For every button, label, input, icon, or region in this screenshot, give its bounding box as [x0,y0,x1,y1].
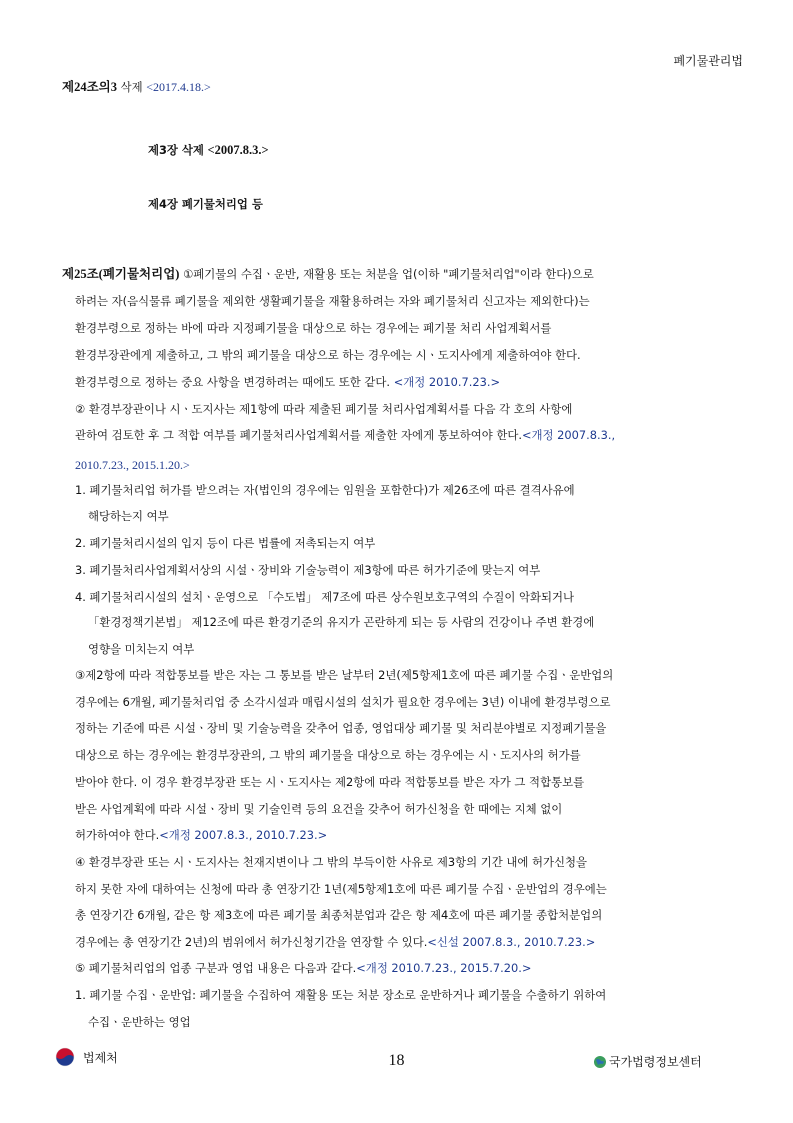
chapter-3-heading [148,143,269,157]
paragraph-1-line-2: 하려는 자(음식물류 폐기물을 제외한 생활폐기물을 재활용하려는 자와 폐기물처리 신고자는 제외한다)는 [75,294,590,308]
amendment-note: <개정 2010.7.23., 2015.7.20.> [356,961,532,975]
paragraph-4-text-end: 경우에는 총 연장기간 2년)의 범위에서 허가신청기간을 연장할 수 있다. [75,935,428,949]
globe-icon [593,1055,607,1069]
law-info-center-label: 국가법령정보센터 [609,1055,702,1069]
item-1-line-1: 1. 폐기물처리업 허가를 받으려는 자(법인의 경우에는 임원을 포함한다)가 제26조에 따른 결격사유에 [75,483,575,497]
paragraph-1-text: ①폐기물의 수집ㆍ운반, 재활용 또는 처분을 업(이하 "폐기물처리업"이라 한다)으로 [183,267,594,281]
paragraph-2-text: ② 환경부장관이나 시ㆍ도지사는 제1항에 따라 제출된 폐기물 처리사업계획서를 다음 각 호의 사항에 [75,402,573,416]
amendment-note: <개정 2007.8.3., 2010.7.23.> [159,828,328,842]
item-4-line-3: 영향을 미치는지 여부 [88,642,195,656]
paragraph-4-line-2: 하지 못한 자에 대하여는 신청에 따라 총 연장기간 1년(제5항제1호에 따른 폐기물 수집ㆍ운반업의 경우에는 [75,882,607,896]
paragraph-4-line-3: 총 연장기간 6개월, 같은 항 제3호에 따른 폐기물 최종처분업과 같은 항 제4호에 따른 폐기물 종합처분업의 [75,908,603,922]
amendment-note-continued [75,458,190,472]
paragraph-1-line-4: 환경부장관에게 제출하고, 그 밖의 폐기물을 대상으로 하는 경우에는 시ㆍ도지사에게 제출하여야 한다. [75,348,581,362]
paragraph-2-line-1 [75,402,745,416]
article-24-3 [62,80,211,94]
paragraph-3-line-4: 대상으로 하는 경우에는 환경부장관의, 그 밖의 폐기물을 대상으로 하는 경우에는 시ㆍ도지사의 허가를 [75,748,581,762]
paragraph-5-line-1 [75,961,531,975]
item-5-1-line-2: 수집ㆍ운반하는 영업 [88,1015,191,1029]
paragraph-1-line-3: 환경부령으로 정하는 바에 따라 지정폐기물을 대상으로 하는 경우에는 폐기물 처리 사업계획서를 [75,321,552,335]
chapter-4-heading: 제4장 폐기물처리업 등 [148,197,263,211]
amendment-date: <2017.4.18.> [146,80,211,94]
paragraph-5-text: ⑤ 폐기물처리업의 업종 구분과 영업 내용은 다음과 같다. [75,961,357,975]
item-3: 3. 폐기물처리사업계획서상의 시설ㆍ장비와 기술능력이 제3항에 따른 허가기준에 맞는지 여부 [75,563,541,577]
footer-right [593,1053,702,1070]
paragraph-3-text-end: 허가하여야 한다. [75,828,160,842]
page-number: 18 [388,1052,405,1069]
paragraph-3-line-1: ③제2항에 따라 적합통보를 받은 자는 그 통보를 받은 날부터 2년(제5항제1호에 따른 폐기물 수집ㆍ운반업의 [75,668,614,682]
item-5-1-line-1: 1. 폐기물 수집ㆍ운반업: 폐기물을 수집하여 재활용 또는 처분 장소로 운반하거나 폐기물을 수출하기 위하여 [75,988,607,1002]
item-1-line-2: 해당하는지 여부 [88,509,169,523]
item-2: 2. 폐기물처리시설의 입지 등이 다른 법률에 저촉되는지 여부 [75,536,376,550]
paragraph-3-line-7 [75,828,327,842]
item-4-line-1: 4. 폐기물처리시설의 설치ㆍ운영으로 「수도법」 제7조에 따른 상수원보호구역의 수질이 악화되거나 [75,590,574,604]
paragraph-3-line-6: 받은 사업계획에 따라 시설ㆍ장비 및 기술인력 등의 요건을 갖추어 허가신청을 한 때에는 지체 없이 [75,802,563,816]
paragraph-3-line-2: 경우에는 6개월, 폐기물처리업 중 소각시설과 매립시설의 설치가 필요한 경우에는 3년) 이내에 환경부령으로 [75,695,611,709]
chapter-title: 제3장 삭제 [148,143,204,157]
chapter-amendment: <2007.8.3.> [207,143,269,157]
article-25-heading: 제25조(폐기물처리업) [62,267,180,281]
ministry-label: 법제처 [83,1050,118,1065]
paragraph-2-line-2 [75,428,615,442]
paragraph-4-line-1: ④ 환경부장관 또는 시ㆍ도지사는 천재지변이나 그 밖의 부득이한 사유로 제3항의 기간 내에 허가신청을 [75,855,588,869]
amendment-note: <개정 2010.7.23.> [393,375,500,389]
running-header: 폐기물관리법 [673,54,743,68]
paragraph-2-text-end: 관하여 검토한 후 그 적합 여부를 폐기물처리사업계획서를 제출한 자에게 통보하여야 한다. [75,428,522,442]
article-text: 삭제 [120,80,143,94]
paragraph-3-line-5: 받아야 한다. 이 경우 환경부장관 또는 시ㆍ도지사는 제2항에 따라 적합통보를 받은 자가 그 적합통보를 [75,775,585,789]
paragraph-3-line-3: 정하는 기준에 따른 시설ㆍ장비 및 기술능력을 갖추어 업종, 영업대상 폐기물 및 처리분야별로 지정폐기물을 [75,721,607,735]
amendment-dates: 2010.7.23., 2015.1.20.> [75,458,190,472]
article-number: 제24조의3 [62,80,117,94]
item-4-line-2: 「환경정책기본법」 제12조에 따른 환경기준의 유지가 곤란하게 되는 등 사람의 건강이나 주변 환경에 [88,615,595,629]
amendment-note: <개정 2007.8.3., [521,428,616,442]
amendment-note: <신설 2007.8.3., 2010.7.23.> [427,935,596,949]
paragraph-4-line-4 [75,935,595,949]
paragraph-1-line-5 [75,375,500,389]
article-25-line-1 [62,267,594,281]
paragraph-1-text-end: 환경부령으로 정하는 중요 사항을 변경하려는 때에도 또한 같다. [75,375,391,389]
